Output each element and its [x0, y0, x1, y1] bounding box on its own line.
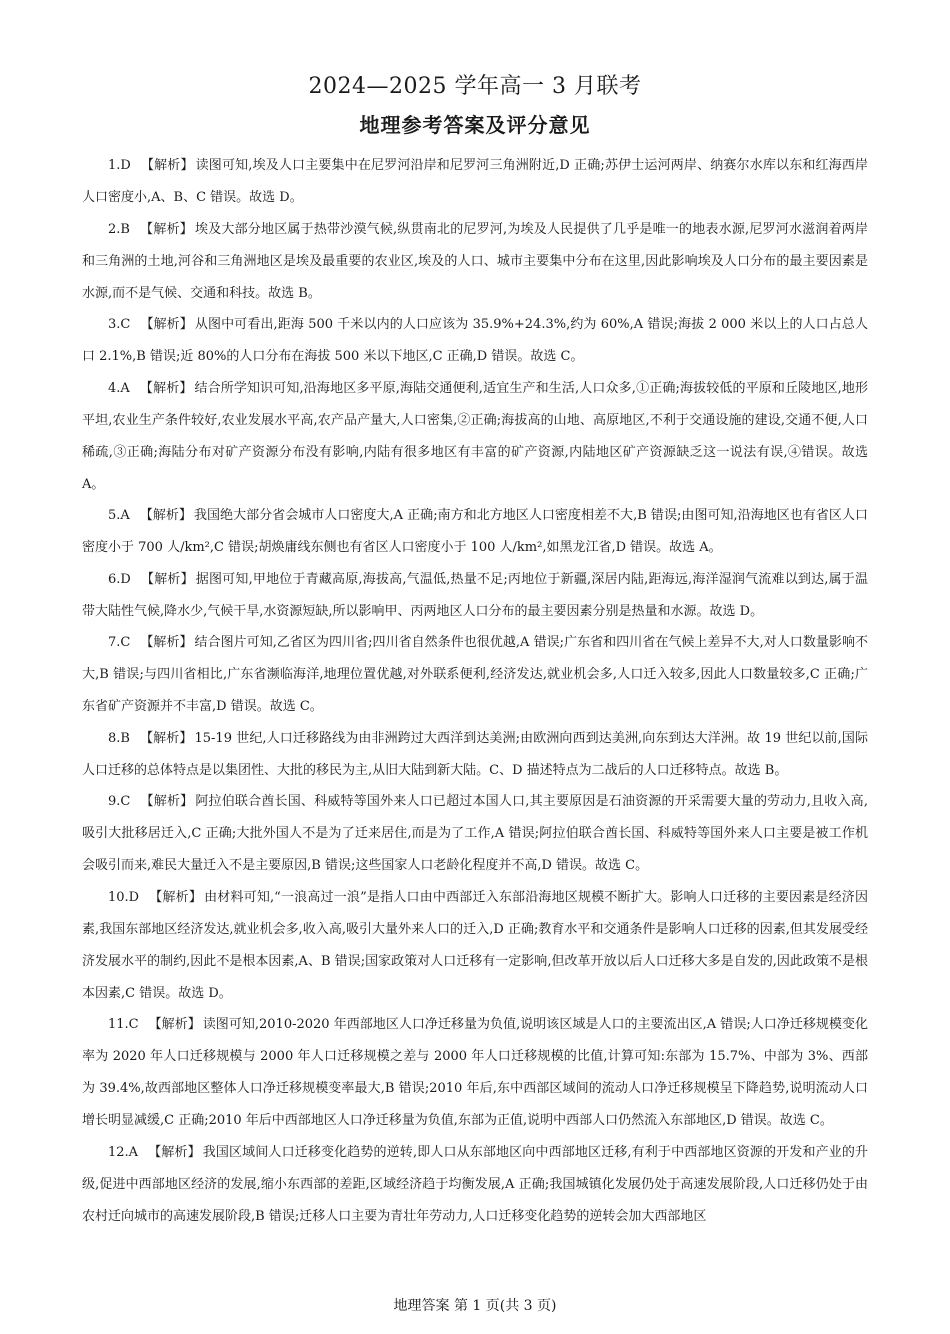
page-title: 2024—2025 学年高一 3 月联考: [308, 74, 642, 99]
analysis-tag: 【解析】: [140, 158, 194, 173]
page-footer: 地理答案 第 1 页(共 3 页): [393, 1298, 557, 1314]
answer-item: [82, 150, 868, 214]
answer-item: [82, 373, 868, 501]
page-subtitle: 地理参考答案及评分意见: [359, 113, 591, 137]
answer-item: [82, 1137, 868, 1233]
answer-number: 2.B: [108, 221, 130, 237]
answer-number: 9.C: [108, 794, 131, 809]
analysis-tag: 【解析】: [149, 889, 203, 905]
answer-item: [82, 882, 868, 1010]
answer-item: [82, 786, 868, 882]
answer-number: 5.A: [108, 508, 130, 523]
answer-explanation: 我国区域间人口迁移变化趋势的逆转,即人口从东部地区向中西部地区迁移,有利于中西部地区资源的开发和产业的升级,促进中西部地区经济的发展,缩小东西部的差距,区域经济趋于均衡发展,A 正确;我国城镇化发展仍处于高速发展阶段,人口迁移仍处于由农村迁向城市的高速发展阶段,B 错误;迁移人口主要为青壮年劳动力,人口迁移变化趋势的逆转会加大西部地区: [82, 1144, 868, 1224]
answer-explanation: 据图可知,甲地位于青藏高原,海拔高,气温低,热量不足;丙地位于新疆,深居内陆,距海远,海洋湿润气流难以到达,属于温带大陆性气候,降水少,气候干旱,水资源短缺,所以影响甲、丙两地区人口分布的最主要因素分别是热量和水源。故选 D。: [82, 571, 868, 619]
answer-explanation: 我国绝大部分省会城市人口密度大,A 正确;南方和北方地区人口密度相差不大,B 错误;由图可知,沿海地区也有省区人口密度小于 700 人/km²,C 错误;胡焕庸线东侧也有省区人口密度小于 100 人/km²,如黑龙江省,D 错误。故选 A。: [82, 508, 868, 555]
answer-number: 10.D: [108, 889, 140, 905]
answer-list: [82, 150, 868, 1233]
answer-item: [82, 214, 868, 310]
answer-explanation: 埃及大部分地区属于热带沙漠气候,纵贯南北的尼罗河,为埃及人民提供了几乎是唯一的地表水源,尼罗河水滋润着两岸和三角洲的土地,河谷和三角洲地区是埃及最重要的农业区,埃及的人口、城市主要集中分布在这里,因此影响埃及人口分布的最主要因素是水源,而不是气候、交通和科技。故选 B。: [82, 221, 868, 301]
answer-explanation: 从图中可看出,距海 500 千米以内的人口应该为 35.9%+24.3%,约为 60%,A 错误;海拔 2 000 米以上的人口占总人口 2.1%,B 错误;近 80%的人口分布在海拔 500 米以下地区,C 正确,D 错误。故选 C。: [82, 317, 868, 364]
answer-explanation: 结合所学知识可知,沿海地区多平原,海陆交通便利,适宜生产和生活,人口众多,①正确;海拔较低的平原和丘陵地区,地形平坦,农业生产条件较好,农业发展水平高,农产品产量大,人口密集,②正确;海拔高的山地、高原地区,不利于交通设施的建设,交通不便,人口稀疏,③正确;海陆分布对矿产资源分布没有影响,内陆有很多地区有丰富的矿产资源,内陆地区矿产资源缺乏这一说法有误,④错误。故选 A。: [82, 380, 868, 492]
answer-number: 3.C: [108, 317, 131, 332]
answer-explanation: 15-19 世纪,人口迁移路线为由非洲跨过大西洋到达美洲;由欧洲向西到达美洲,向东到达大洋洲。故 19 世纪以前,国际人口迁移的总体特点是以集团性、大批的移民为主,从旧大陆到新大陆。C、D 描述特点为二战后的人口迁移特点。故选 B。: [82, 730, 868, 778]
analysis-tag: 【解析】: [139, 508, 192, 523]
answer-number: 12.A: [108, 1144, 139, 1160]
answer-explanation: 读图可知,2010-2020 年西部地区人口净迁移量为负值,说明该区域是人口的主要流出区,A 错误;人口净迁移规模变化率为 2020 年人口迁移规模与 2000 年人口迁移规模之差与 2000 年人口迁移规模的比值,计算可知:东部为 15.7%、中部为 3%、西部为 39.4%,故西部地区整体人口净迁移规模变率最大,B 错误;2010 年后,东中西部区域间的流动人口净迁移规模呈下降趋势,说明流动人口增长明显减缓,C 正确;2010 年后中西部地区人口净迁移量为负值,东部为正值,说明中西部人口仍然流入东部地区,D 错误。故选 C。: [82, 1017, 868, 1128]
answer-explanation: 阿拉伯联合酋长国、科威特等国外来人口已超过本国人口,其主要原因是石油资源的开采需要大量的劳动力,且收入高,吸引大批移居迁入,C 正确;大批外国人不是为了迁来居住,而是为了工作,A 错误;阿拉伯联合酋长国、科威特等国外来人口主要是被工作机会吸引而来,难民大量迁入不是主要原因,B 错误;这些国家人口老龄化程度并不高,D 错误。故选 C。: [82, 794, 868, 873]
answer-number: 8.B: [108, 730, 130, 746]
analysis-tag: 【解析】: [139, 221, 193, 237]
answer-item: [82, 1009, 868, 1137]
analysis-tag: 【解析】: [140, 635, 193, 650]
answer-item: [82, 564, 868, 628]
analysis-tag: 【解析】: [140, 571, 194, 587]
answer-item: [82, 309, 868, 373]
analysis-tag: 【解析】: [139, 380, 193, 396]
analysis-tag: 【解析】: [140, 317, 193, 332]
answer-explanation: 由材料可知,“一浪高过一浪”是指人口由中西部迁入东部沿海地区规模不断扩大。影响人口迁移的主要因素是经济因素,我国东部地区经济发达,就业机会多,收入高,吸引大量外来人口的迁入,D 正确;教育水平和交通条件是影响人口迁移的因素,但其发展受经济发展水平的制约,因此不是根本因素,A、B 错误;国家政策对人口迁移有一定影响,但改革开放以后人口迁移大多是自发的,因此政策不是根本因素,C 错误。故选 D。: [82, 889, 868, 1001]
answer-number: 6.D: [108, 571, 131, 587]
answer-number: 4.A: [108, 380, 130, 396]
answer-item: [82, 500, 868, 564]
answer-item: [82, 627, 868, 723]
answer-number: 1.D: [108, 158, 131, 173]
answer-item: [82, 723, 868, 787]
answer-explanation: 读图可知,埃及人口主要集中在尼罗河沿岸和尼罗河三角洲附近,D 正确;苏伊士运河两岸、纳赛尔水库以东和红海西岸人口密度小,A、B、C 错误。故选 D。: [82, 158, 868, 205]
analysis-tag: 【解析】: [148, 1017, 201, 1032]
answer-number: 11.C: [108, 1017, 139, 1032]
answer-number: 7.C: [108, 635, 131, 650]
analysis-tag: 【解析】: [140, 794, 194, 809]
analysis-tag: 【解析】: [148, 1144, 201, 1160]
answer-explanation: 结合图片可知,乙省区为四川省;四川省自然条件也很优越,A 错误;广东省和四川省在气候上差异不大,对人口数量影响不大,B 错误;与四川省相比,广东省濒临海洋,地理位置优越,对外联系便利,经济发达,就业机会多,人口迁入较多,因此人口数量较多,C 正确;广东省矿产资源并不丰富,D 错误。故选 C。: [82, 635, 868, 714]
analysis-tag: 【解析】: [139, 730, 193, 746]
